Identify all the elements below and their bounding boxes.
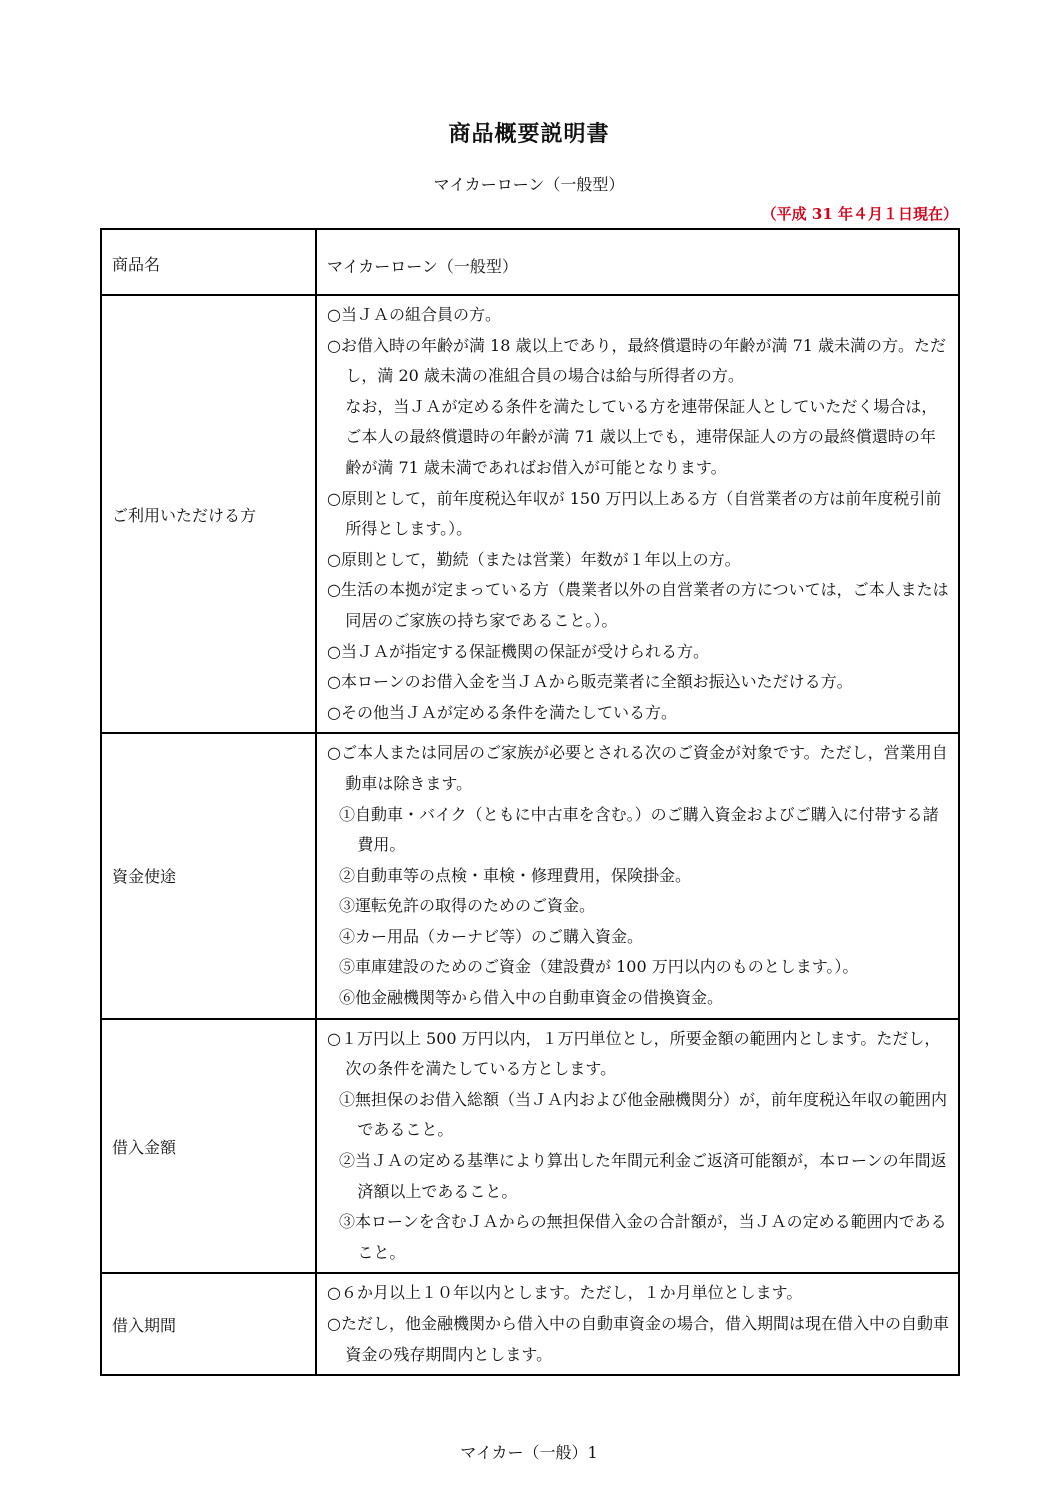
row-value-eligibility xyxy=(316,295,959,733)
row-label-term: 借入期間 xyxy=(101,1273,316,1375)
purpose-item: ①自動車・バイク（ともに中古車を含む。）のご購入資金およびご購入に付帯する諸費用。 xyxy=(339,804,939,855)
product-name: マイカーローン（一般型） xyxy=(327,257,518,276)
purpose-item: ②自動車等の点検・車検・修理費用，保険掛金。 xyxy=(339,865,692,885)
row-label-product: 商品名 xyxy=(101,229,316,295)
row-value-purpose xyxy=(316,733,959,1018)
purpose-item: ③運転免許の取得のためのご資金。 xyxy=(339,896,596,916)
amount-condition: ③本ローンを含むＪＡからの無担保借入金の合計額が，当ＪＡの定める範囲内であること。 xyxy=(339,1212,947,1262)
purpose-intro: ○ご本人または同居のご家族が必要とされる次のご資金が対象です。ただし，営業用自動車は除きます。 xyxy=(327,743,948,793)
row-label-eligibility: ご利用いただける方 xyxy=(101,295,316,733)
eligibility-note: なお，当ＪＡが定める条件を満たしている方を連帯保証人としていただく場合は，ご本人の最終償還時の年齢が満 71 歳以上でも，連帯保証人の方の最終償還時の年齢が満 71 歳未満であればお借入が可能となります。 xyxy=(345,396,938,477)
purpose-item: ⑤車庫建設のためのご資金（建設費が 100 万円以内のものとします。）。 xyxy=(339,957,859,977)
term-item: ○ただし，他金融機関から借入中の自動車資金の場合，借入期間は現在借入中の自動車資金の残存期間内とします。 xyxy=(327,1314,949,1364)
amount-intro: ○１万円以上 500 万円以内，１万円単位とし，所要金額の範囲内とします。ただし，次の条件を満たしている方とします。 xyxy=(327,1028,941,1079)
eligibility-item: ○当ＪＡの組合員の方。 xyxy=(327,305,501,324)
eligibility-item: ○原則として，勤続（または営業）年数が１年以上の方。 xyxy=(327,549,741,569)
product-summary-table xyxy=(100,228,960,1376)
eligibility-item: ○お借入時の年齢が満 18 歳以上であり，最終償還時の年齢が満 71 歳未満の方。ただし，満 20 歳未満の准組合員の場合は給与所得者の方。 xyxy=(327,335,947,386)
row-label-purpose: 資金使途 xyxy=(101,733,316,1018)
amount-condition: ②当ＪＡの定める基準により算出した年間元利金ご返済可能額が，本ローンの年間返済額以上であること。 xyxy=(339,1151,947,1201)
as-of-date: （平成 31 年４月１日現在） xyxy=(761,205,958,223)
table-row-purpose xyxy=(101,733,959,1018)
purpose-item: ⑥他金融機関等から借入中の自動車資金の借換資金。 xyxy=(339,988,724,1008)
term-item: ○６か月以上１０年以内とします。ただし，１か月単位とします。 xyxy=(327,1283,803,1303)
page-footer: マイカー（一般）1 xyxy=(460,1443,598,1462)
eligibility-item: ○その他当ＪＡが定める条件を満たしている方。 xyxy=(327,702,677,722)
document-title: 商品概要説明書 xyxy=(448,121,610,147)
row-label-amount: 借入金額 xyxy=(101,1019,316,1274)
table-row-amount xyxy=(101,1019,959,1274)
eligibility-item: ○本ローンのお借入金を当ＪＡから販売業者に全額お振込いただける方。 xyxy=(327,672,853,692)
table-row-term xyxy=(101,1273,959,1375)
eligibility-item: ○当ＪＡが指定する保証機関の保証が受けられる方。 xyxy=(327,641,709,661)
eligibility-item: ○原則として，前年度税込年収が 150 万円以上ある方（自営業者の方は前年度税引前所得とします。）。 xyxy=(327,488,942,539)
document-subtitle: マイカーローン（一般型） xyxy=(433,175,625,194)
table-row-eligibility xyxy=(101,295,959,733)
row-value-term xyxy=(316,1273,959,1375)
amount-condition: ①無担保のお借入総額（当ＪＡ内および他金融機関分）が，前年度税込年収の範囲内であること。 xyxy=(339,1089,948,1140)
purpose-item: ④カー用品（カーナビ等）のご購入資金。 xyxy=(339,926,644,946)
table-row-product xyxy=(101,229,959,295)
row-value-amount xyxy=(316,1019,959,1274)
row-value-product xyxy=(316,229,959,295)
eligibility-item: ○生活の本拠が定まっている方（農業者以外の自営業者の方については，ご本人または同居のご家族の持ち家であること。）。 xyxy=(327,580,949,630)
